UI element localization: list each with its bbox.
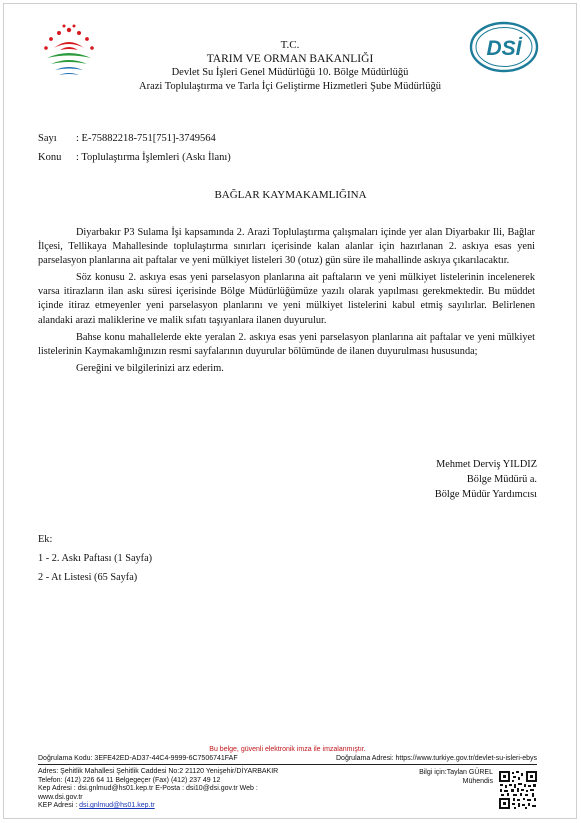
kep-link[interactable]: dsi.gnlmud@hs01.kep.tr (79, 802, 155, 810)
contact-title: Mühendis (462, 778, 493, 785)
contact-person: Bilgi için:Taylan GÜREL (419, 769, 493, 776)
konu-label: Konu (38, 152, 62, 163)
contact-info (366, 768, 493, 786)
document-meta (38, 129, 231, 167)
konu-value: : Toplulaştırma İşlemleri (Askı İlanı) (76, 152, 231, 163)
attachments (38, 530, 152, 587)
kep-line (38, 802, 338, 811)
sayi-row (38, 129, 231, 148)
kep-email-line: Kep Adresi : dsi.gnlmud@hs01.kep.tr E-Posta : dsi10@dsi.gov.tr Web : (38, 785, 258, 793)
branch-name: Arazi Toplulaştırma ve Tarla İçi Geliştirme Hizmetleri Şube Müdürlüğü (139, 81, 441, 92)
phone-fax: Telefon: (412) 226 64 11 Belgegeçer (Fax) (412) 237 49 12 (38, 776, 221, 784)
body-paragraph-1: Diyarbakır P3 Sulama İşi kapsamında 2. Arazi Toplulaştırma çalışmaları içinde yer alan Diyarbakır Ili, Bağlar İlçesi, Tellikaya Mahallesinde toplulaştırma sınırları içerisinde kalan alanlar için hazırlanan 2. askıya esas yeni parselasyon planlarına ait paftalar ve yeni mülkiyet listeleri 30 (otuz) gün süre ile mahallinde askıya çıkarılacaktır. (38, 227, 535, 267)
website[interactable]: www.dsi.gov.tr (38, 793, 83, 801)
page-border (3, 3, 577, 819)
ministry-name: TARIM VE ORMAN BAKANLIĞI (206, 53, 374, 65)
verification-code: Doğrulama Kodu: 3EFE42ED-AD37-44C4-9999-6C7506741FAF (38, 755, 238, 762)
sayi-label: Sayı (38, 133, 57, 144)
signer-name: Mehmet Derviş YILDIZ (436, 459, 537, 470)
attachment-item: 1 - 2. Askı Paftası (1 Sayfa) (38, 553, 153, 564)
e-signature-notice: Bu belge, güvenli elektronik imza ile imzalanmıştır. (209, 746, 366, 753)
attachments-label: Ek: (38, 534, 53, 545)
signature-block (350, 457, 537, 502)
verification-row (38, 754, 537, 765)
kep-label: KEP Adresi : (38, 802, 80, 810)
body-paragraph-4: Gereğini ve bilgilerinizi arz ederim. (76, 362, 224, 374)
signer-title-2: Bölge Müdür Yardımcısı (434, 489, 537, 500)
ministry-logo-icon (37, 22, 101, 78)
dsi-logo-icon (469, 21, 539, 73)
directorate-name: Devlet Su İşleri Genel Müdürlüğü 10. Bölge Müdürlüğü (171, 67, 409, 78)
letter-body (38, 226, 535, 379)
footer (38, 745, 537, 811)
postal-address: Adres: Şehitlik Mahallesi Şehitlik Caddesi No:2 21120 Yenişehir/DİYARBAKIR (38, 768, 279, 775)
konu-row (38, 148, 231, 167)
body-paragraph-2: Söz konusu 2. askıya esas yeni parselasyon planlarına ait paftaların ve yeni mülkiyet listelerinin incelenerek varsa itirazların ilan askı süresi içerisinde Bölge Müdürlüğümüze yazılı olarak yapılması gerekmektedir. Bu müddet içinde itiraz etmeyenler yeni parselasyon planlarını ve yeni mülkiyet listelerini kabul etmiş sayılırlar. Belirlenen alandaki arazi maliklerine ve malik sıfatı taşıyanlara ilanen duyurulur. (38, 272, 535, 326)
addressee: BAĞLAR KAYMAKAMLIĞINA (214, 189, 367, 201)
attachment-item: 2 - At Listesi (65 Sayfa) (38, 572, 138, 583)
qr-code-icon (498, 770, 538, 810)
dsi-logo-text: DSİ (486, 37, 522, 60)
tc-label: T.C. (280, 39, 300, 51)
letterhead (110, 38, 470, 94)
signer-title-1: Bölge Müdürü a. (466, 474, 537, 485)
footer-info (38, 768, 537, 811)
verification-address[interactable]: Doğrulama Adresi: https://www.turkiye.gov.tr/devlet-su-isleri-ebys (336, 755, 537, 762)
body-paragraph-3: Bahse konu mahallelerde ekte yeralan 2. askıya esas yeni parselasyon planlarına ait paftalar ve yeni mülkiyet listelerinin Kaymakamlığınızın resmi sayfalarının duyurular bölümünde de ilanen duyurulması hususunda; (38, 331, 535, 357)
sayi-value: : E-75882218-751[751]-3749564 (76, 133, 216, 144)
